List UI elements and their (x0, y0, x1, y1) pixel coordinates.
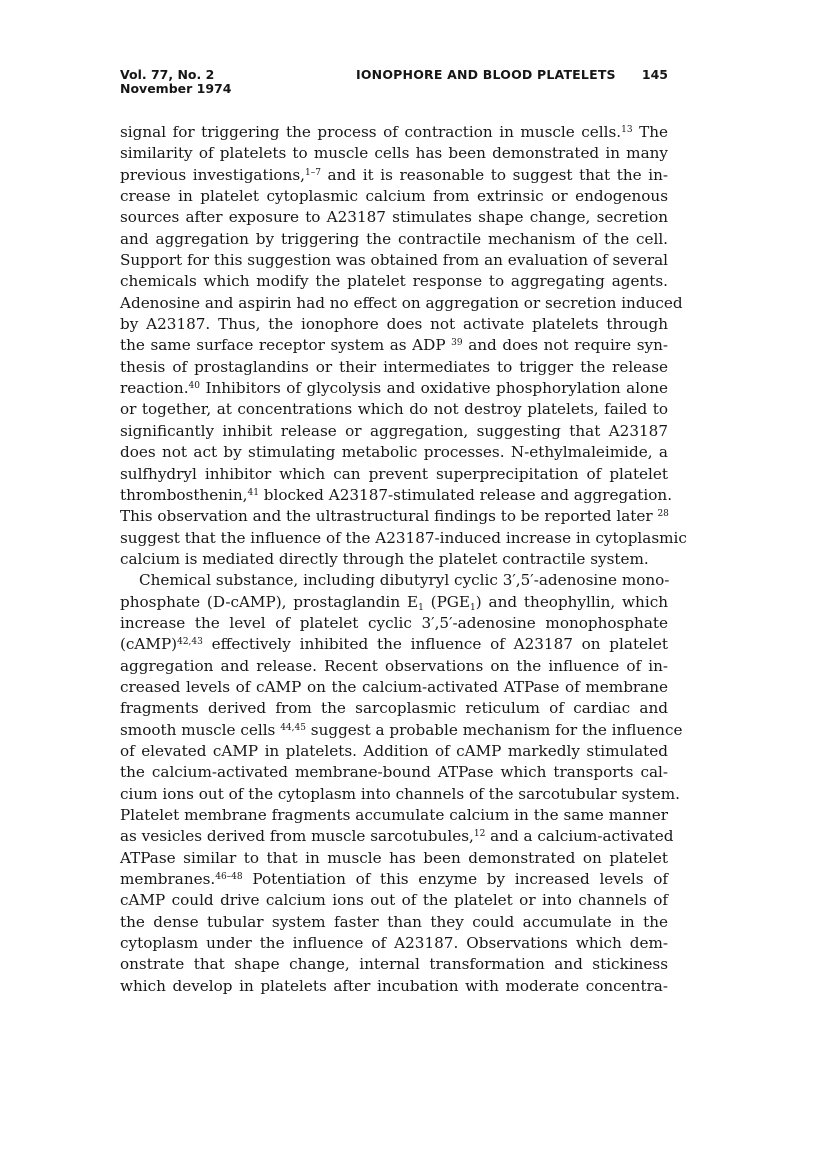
text-run: membranes. (120, 870, 216, 889)
text-line (120, 549, 668, 570)
citation-superscript: 28 (657, 509, 669, 520)
text-line (120, 357, 668, 378)
text-line (120, 848, 668, 869)
text-run: similarity of platelets to muscle cells has been demonstrated in many (120, 144, 668, 163)
text-line (120, 250, 668, 271)
text-run: does not act by stimulating metabolic processes. N-ethylmaleimide, a (120, 443, 668, 462)
text-line (120, 314, 668, 335)
text-run: blocked A23187-stimulated release and aggregation. (258, 485, 673, 504)
text-line (120, 506, 668, 527)
text-line (120, 165, 668, 186)
text-run: suggest that the influence of the A23187-induced increase in cytoplasmic (120, 528, 687, 547)
text-line (120, 805, 668, 826)
text-run: Chemical substance, including dibutyryl cyclic 3′,5′-adenosine mono- (139, 571, 670, 590)
text-line (120, 122, 668, 143)
text-line (120, 207, 668, 228)
text-run: The (632, 123, 669, 141)
text-run: effectively inhibited the influence of A23187 on platelet (202, 635, 668, 654)
running-title: IONOPHORE AND BLOOD PLATELETS (356, 67, 616, 82)
text-line (120, 143, 668, 164)
text-line (120, 570, 668, 591)
text-run: Inhibitors of glycolysis and oxidative phosphorylation alone (199, 379, 668, 398)
text-line (120, 698, 668, 719)
text-run: and a calcium-activated (485, 827, 674, 846)
text-run: Potentiation of this enzyme by increased levels of (242, 870, 668, 889)
text-line (120, 784, 680, 805)
text-run: (cAMP) (120, 635, 178, 654)
text-line (120, 528, 687, 549)
text-run: cAMP could drive calcium ions out of the platelet or into channels of (120, 891, 668, 910)
text-line (120, 826, 674, 847)
text-run: cium ions out of the cytoplasm into channels of the sarcotubular system. (120, 784, 680, 803)
citation-superscript: 44,45 (280, 722, 306, 733)
text-run: This observation and the ultrastructural findings to be reported later (120, 507, 658, 526)
text-run: signal for triggering the process of contraction in muscle cells. (120, 123, 622, 141)
text-run: sources after exposure to A23187 stimulates shape change, secretion (120, 208, 668, 227)
text-run: fragments derived from the sarcoplasmic reticulum of cardiac and (120, 699, 668, 718)
citation-superscript: 39 (451, 338, 463, 349)
text-line (120, 485, 673, 506)
text-run: which develop in platelets after incubation with moderate concentra- (120, 976, 668, 995)
text-run: (PGE (423, 592, 471, 611)
text-run: Platelet membrane fragments accumulate calcium in the same manner (120, 806, 668, 824)
text-run: smooth muscle cells (120, 720, 281, 739)
text-run: ) and theophyllin, which (475, 592, 668, 611)
citation-superscript: 13 (621, 125, 633, 135)
text-run: sulfhydryl inhibitor which can prevent superprecipitation of platelet (120, 464, 668, 483)
text-line (120, 933, 668, 954)
text-run: increase the level of platelet cyclic 3′,5′-adenosine monophosphate (120, 613, 668, 632)
text-run: Support for this suggestion was obtained from an evaluation of several (120, 251, 668, 270)
text-line (120, 976, 668, 997)
text-run: previous investigations, (120, 165, 305, 184)
text-line (120, 293, 683, 314)
citation-superscript: 42,43 (177, 637, 203, 648)
text-line (120, 271, 668, 292)
text-line (120, 335, 668, 356)
text-line (120, 442, 668, 463)
page-header (120, 68, 668, 100)
text-run: the same surface receptor system as ADP (120, 336, 452, 355)
text-line (120, 399, 668, 420)
citation-superscript: 41 (247, 487, 259, 498)
text-run: the dense tubular system faster than they could accumulate in the (120, 912, 668, 931)
text-run: crease in platelet cytoplasmic calcium from extrinsic or endogenous (120, 187, 668, 206)
volume-issue: Vol. 77, No. 2 (120, 67, 215, 82)
citation-superscript: 40 (188, 381, 200, 392)
body-text (120, 122, 687, 997)
journal-info (120, 68, 231, 96)
text-line (120, 912, 668, 933)
subscript: 1 (470, 602, 476, 613)
text-run: or together, at concentrations which do not destroy platelets, failed to (120, 400, 668, 419)
text-run: phosphate (D-cAMP), prostaglandin E (120, 592, 419, 611)
text-run: and aggregation by triggering the contractile mechanism of the cell. (120, 229, 668, 248)
text-line (120, 762, 668, 783)
text-run: by A23187. Thus, the ionophore does not activate platelets through (120, 315, 668, 334)
text-run: as vesicles derived from muscle sarcotubules, (120, 827, 474, 846)
issue-date: November 1974 (120, 81, 232, 96)
text-line (120, 741, 668, 762)
text-line (120, 186, 668, 207)
text-run: significantly inhibit release or aggregation, suggesting that A23187 (120, 421, 668, 440)
text-run: Adenosine and aspirin had no effect on aggregation or secretion induced (120, 293, 683, 312)
text-run: calcium is mediated directly through the platelet contractile system. (120, 549, 649, 568)
text-run: suggest a probable mechanism for the influence (305, 720, 683, 739)
text-run: thesis of prostaglandins or their intermediates to trigger the release (120, 357, 668, 376)
text-run: onstrate that shape change, internal transformation and stickiness (120, 955, 668, 974)
text-line (120, 421, 668, 442)
text-run: and it is reasonable to suggest that the in- (320, 165, 668, 184)
subscript: 1 (418, 602, 424, 613)
text-line (120, 464, 668, 485)
text-run: creased levels of cAMP on the calcium-activated ATPase of membrane (120, 677, 668, 696)
text-run: of elevated cAMP in platelets. Addition of cAMP markedly stimulated (120, 741, 668, 760)
text-line (120, 677, 668, 698)
text-line (120, 720, 683, 741)
text-line (120, 592, 668, 613)
text-run: and does not require syn- (462, 336, 668, 355)
citation-superscript: 46–48 (215, 872, 243, 883)
text-run: thrombosthenin, (120, 485, 248, 504)
text-line (120, 613, 668, 634)
text-run: reaction. (120, 379, 189, 398)
text-line (120, 634, 668, 655)
text-line (120, 890, 668, 911)
text-run: chemicals which modify the platelet response to aggregating agents. (120, 272, 668, 291)
text-line (120, 656, 668, 677)
citation-superscript: 1–7 (304, 167, 321, 178)
text-run: ATPase similar to that in muscle has been demonstrated on platelet (120, 848, 668, 867)
text-line (120, 229, 668, 250)
text-run: the calcium-activated membrane-bound ATPase which transports cal- (120, 763, 668, 782)
page-number: 145 (641, 67, 668, 82)
text-line (120, 954, 668, 975)
text-line (120, 869, 668, 890)
text-run: cytoplasm under the influence of A23187. Observations which dem- (120, 934, 668, 953)
citation-superscript: 12 (473, 829, 486, 840)
text-line (120, 378, 668, 399)
text-run: aggregation and release. Recent observations on the influence of in- (120, 656, 668, 675)
